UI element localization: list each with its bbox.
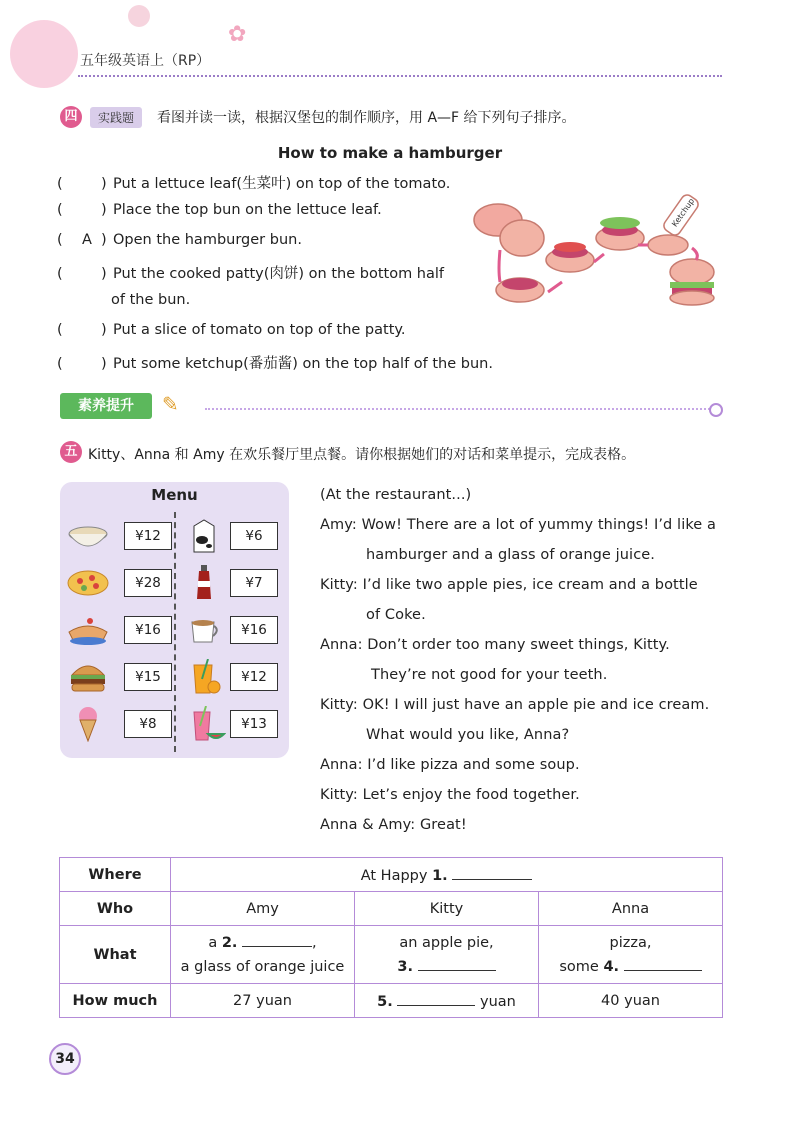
dialogue-line: Kitty: I’d like two apple pies, ice cream and a bottle	[320, 577, 698, 593]
what-label: What	[60, 926, 171, 984]
section-5-badge: 五	[60, 441, 82, 463]
kitty-what: an apple pie, 3.	[355, 926, 539, 984]
header-blob-small	[128, 5, 150, 27]
hamburger-icon	[66, 659, 110, 695]
amy-what: a 2. , a glass of orange juice	[171, 926, 355, 984]
item-text-continued: of the bun.	[111, 292, 191, 308]
dialogue-line: What would you like, Anna?	[366, 727, 570, 743]
menu-price: ¥7	[230, 569, 278, 597]
item-text: Put some ketchup(番茄酱) on the top half of the bun.	[113, 356, 493, 372]
blank-4[interactable]	[624, 956, 702, 971]
open-bun-icon	[474, 204, 544, 256]
pizza-icon	[66, 565, 110, 601]
hamburger-steps-illustration	[470, 190, 720, 315]
menu-price: ¥16	[124, 616, 172, 644]
section-5-instruction: Kitty、Anna 和 Amy 在欢乐餐厅里点餐。请你根据她们的对话和菜单提示，完成表格。	[88, 447, 636, 463]
coffee-icon	[182, 612, 226, 648]
divider-end-icon	[709, 403, 723, 417]
apple-pie-icon	[66, 612, 110, 648]
item-text: Open the hamburger bun.	[113, 232, 302, 248]
order-table	[59, 857, 723, 1018]
practice-tag: 实践题	[90, 107, 142, 128]
who-amy: Amy	[171, 892, 355, 926]
menu-price: ¥12	[124, 522, 172, 550]
amy-what-line2: a glass of orange juice	[180, 958, 345, 975]
hamburger-subtitle: How to make a hamburger	[277, 144, 503, 162]
anna-cost: 40 yuan	[539, 984, 723, 1018]
page-number: 34	[49, 1043, 81, 1075]
item-text: Put a lettuce leaf(生菜叶) on top of the tomato.	[113, 176, 451, 192]
answer-blank[interactable]: A	[82, 232, 92, 248]
who-kitty: Kitty	[355, 892, 539, 926]
menu-price: ¥13	[230, 710, 278, 738]
amy-cost: 27 yuan	[171, 984, 355, 1018]
ordering-item: ( ) Place the top bun on the lettuce leaf.	[57, 202, 382, 218]
menu-price: ¥8	[124, 710, 172, 738]
ordering-item: ( ) Put a slice of tomato on top of the patty.	[57, 322, 406, 338]
soup-icon	[66, 518, 110, 554]
kitty-cost: 5. yuan	[355, 984, 539, 1018]
lettuce-step-icon	[596, 217, 644, 250]
anna-what: pizza, some 4.	[539, 926, 723, 984]
pencil-icon: ✎	[162, 392, 179, 416]
dialogue-line: of Coke.	[366, 607, 426, 623]
blank-3-number: 3.	[397, 958, 413, 975]
ordering-item: ( ) Put a lettuce leaf(生菜叶) on top of the tomato.	[57, 176, 451, 192]
where-cell	[171, 858, 723, 892]
flower-icon: ✿	[228, 22, 247, 47]
blank-3[interactable]	[418, 956, 496, 971]
ordering-item: ( A ) Open the hamburger bun.	[57, 232, 302, 248]
table-row	[60, 858, 723, 892]
dialogue-line: hamburger and a glass of orange juice.	[366, 547, 655, 563]
orange-juice-icon	[182, 659, 226, 695]
ordering-item: ( ) Put some ketchup(番茄酱) on the top half of the bun.	[57, 356, 493, 372]
header-title: 五年级英语上（RP）	[80, 53, 211, 69]
tomato-step-icon	[546, 242, 594, 272]
menu-price: ¥28	[124, 569, 172, 597]
table-row	[60, 984, 723, 1018]
menu-divider	[174, 512, 176, 752]
table-row	[60, 926, 723, 984]
dialogue-line: Anna & Amy: Great!	[320, 817, 467, 833]
howmuch-label: How much	[60, 984, 171, 1018]
dialogue-line: Anna: Don’t order too many sweet things, Kitty.	[320, 637, 670, 653]
dialogue-line: Anna: I’d like pizza and some soup.	[320, 757, 580, 773]
banner-divider	[205, 408, 710, 410]
section-4-instruction: 看图并读一读，根据汉堡包的制作顺序，用 A—F 给下列句子排序。	[157, 110, 576, 126]
svg-text:Ketchup: Ketchup	[670, 196, 697, 229]
section-4-badge: 四	[60, 106, 82, 128]
blank-5-number: 5.	[377, 994, 393, 1010]
dialogue-line: Kitty: OK! I will just have an apple pie and ice cream.	[320, 697, 710, 713]
blank-2[interactable]	[242, 932, 312, 947]
blank-4-number: 4.	[603, 958, 620, 975]
menu-price: ¥6	[230, 522, 278, 550]
menu-price: ¥12	[230, 663, 278, 691]
blank-5[interactable]	[397, 991, 475, 1006]
menu-price: ¥16	[230, 616, 278, 644]
dialogue-line: (At the restaurant...)	[320, 487, 472, 503]
blank-1-number: 1.	[432, 868, 448, 884]
ketchup-step-icon	[648, 193, 700, 255]
blank-2-number: 2.	[221, 934, 238, 951]
dialogue-line: They’re not good for your teeth.	[371, 667, 608, 683]
literacy-banner: 素养提升	[60, 393, 152, 419]
ice-cream-icon	[66, 706, 110, 742]
finished-hamburger-icon	[670, 259, 714, 305]
item-text: Put a slice of tomato on top of the patty.	[113, 322, 406, 338]
who-label: Who	[60, 892, 171, 926]
menu-board	[60, 482, 289, 758]
ordering-item: ( ) Put the cooked patty(肉饼) on the bottom half	[57, 266, 445, 282]
milk-icon	[182, 518, 226, 554]
item-text: Place the top bun on the lettuce leaf.	[113, 202, 382, 218]
patty-step-icon	[496, 278, 544, 302]
menu-price: ¥15	[124, 663, 172, 691]
blank-1[interactable]	[452, 865, 532, 880]
dialogue-line: Kitty: Let’s enjoy the food together.	[320, 787, 580, 803]
header-divider	[78, 75, 722, 77]
watermelon-juice-icon	[182, 706, 226, 742]
header-blob	[10, 20, 78, 88]
where-prefix: At Happy	[360, 868, 428, 884]
item-text: Put the cooked patty(肉饼) on the bottom half	[113, 266, 445, 282]
who-anna: Anna	[539, 892, 723, 926]
dialogue-line: Amy: Wow! There are a lot of yummy things! I’d like a	[320, 517, 717, 533]
menu-title: Menu	[151, 486, 198, 504]
where-label: Where	[60, 858, 171, 892]
coke-icon	[182, 565, 226, 601]
table-row	[60, 892, 723, 926]
